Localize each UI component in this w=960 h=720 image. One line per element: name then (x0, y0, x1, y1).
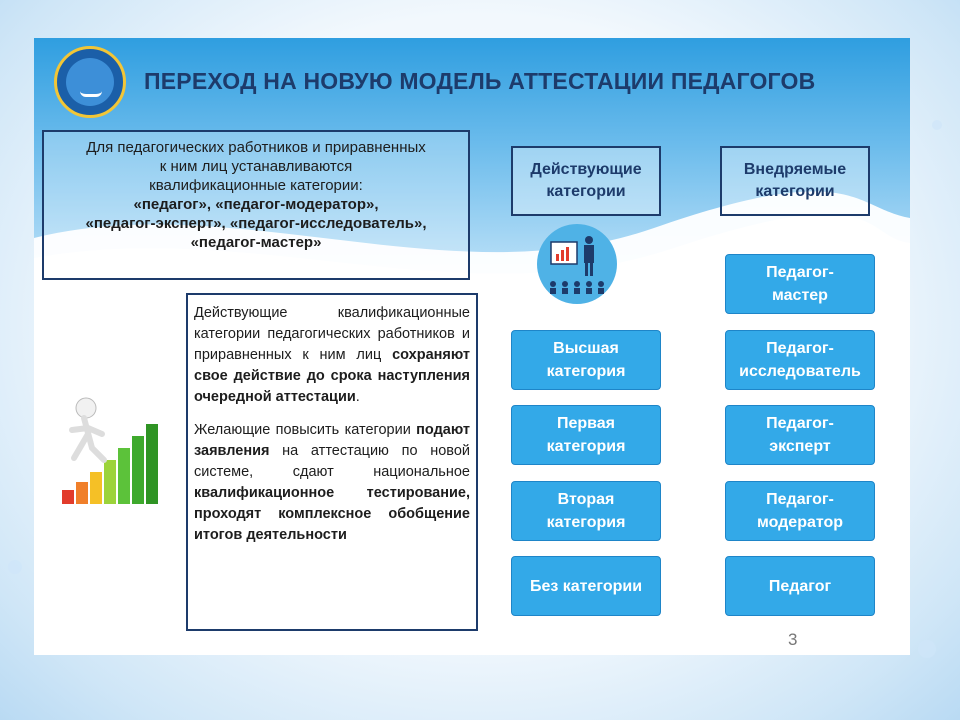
page-number: 3 (788, 630, 798, 649)
category-first[interactable]: Первая категория (511, 405, 661, 465)
category-researcher[interactable]: Педагог- исследователь (725, 330, 875, 390)
slide (34, 38, 910, 655)
category-highest[interactable]: Высшая категория (511, 330, 661, 390)
intro-line: квалификационные категории: (149, 177, 363, 194)
decor-dot (918, 640, 936, 658)
intro-categories: «педагог», «педагог-модератор», (133, 196, 379, 213)
intro-line: к ним лиц устанавливаются (159, 158, 353, 175)
description-box (186, 293, 478, 631)
description-paragraph: Действующие квалификационные категории педагогических работников и приравненных к ним лиц сохраняют свое действие до срока наступления очередной аттестации. (194, 305, 470, 405)
page-title: ПЕРЕХОД НА НОВУЮ МОДЕЛЬ АТТЕСТАЦИИ ПЕДАГОГОВ (144, 68, 816, 94)
category-teacher[interactable]: Педагог (725, 556, 875, 616)
decor-dot (932, 120, 942, 130)
emblem-icon (54, 46, 126, 118)
intro-categories: «педагог-эксперт», «педагог-исследователь», (85, 215, 427, 232)
intro-categories: «педагог-мастер» (190, 234, 322, 251)
category-moderator[interactable]: Педагог- модератор (725, 481, 875, 541)
decor-dot (8, 560, 22, 574)
category-none[interactable]: Без категории (511, 556, 661, 616)
current-categories-header: Действующие категории (511, 146, 661, 216)
intro-box (42, 130, 470, 280)
category-master[interactable]: Педагог- мастер (725, 254, 875, 314)
category-expert[interactable]: Педагог- эксперт (725, 405, 875, 465)
new-categories-header: Внедряемые категории (720, 146, 870, 216)
category-second[interactable]: Вторая категория (511, 481, 661, 541)
growth-chart-icon (44, 378, 184, 518)
presenter-icon (537, 224, 617, 304)
description-paragraph: Желающие повысить категории подают заявления на аттестацию по новой системе, сдают национальное квалификационное тестирование, проходят комплексное обобщение итогов деятельности (194, 422, 470, 543)
intro-line: Для педагогических работников и приравненных (86, 139, 426, 156)
